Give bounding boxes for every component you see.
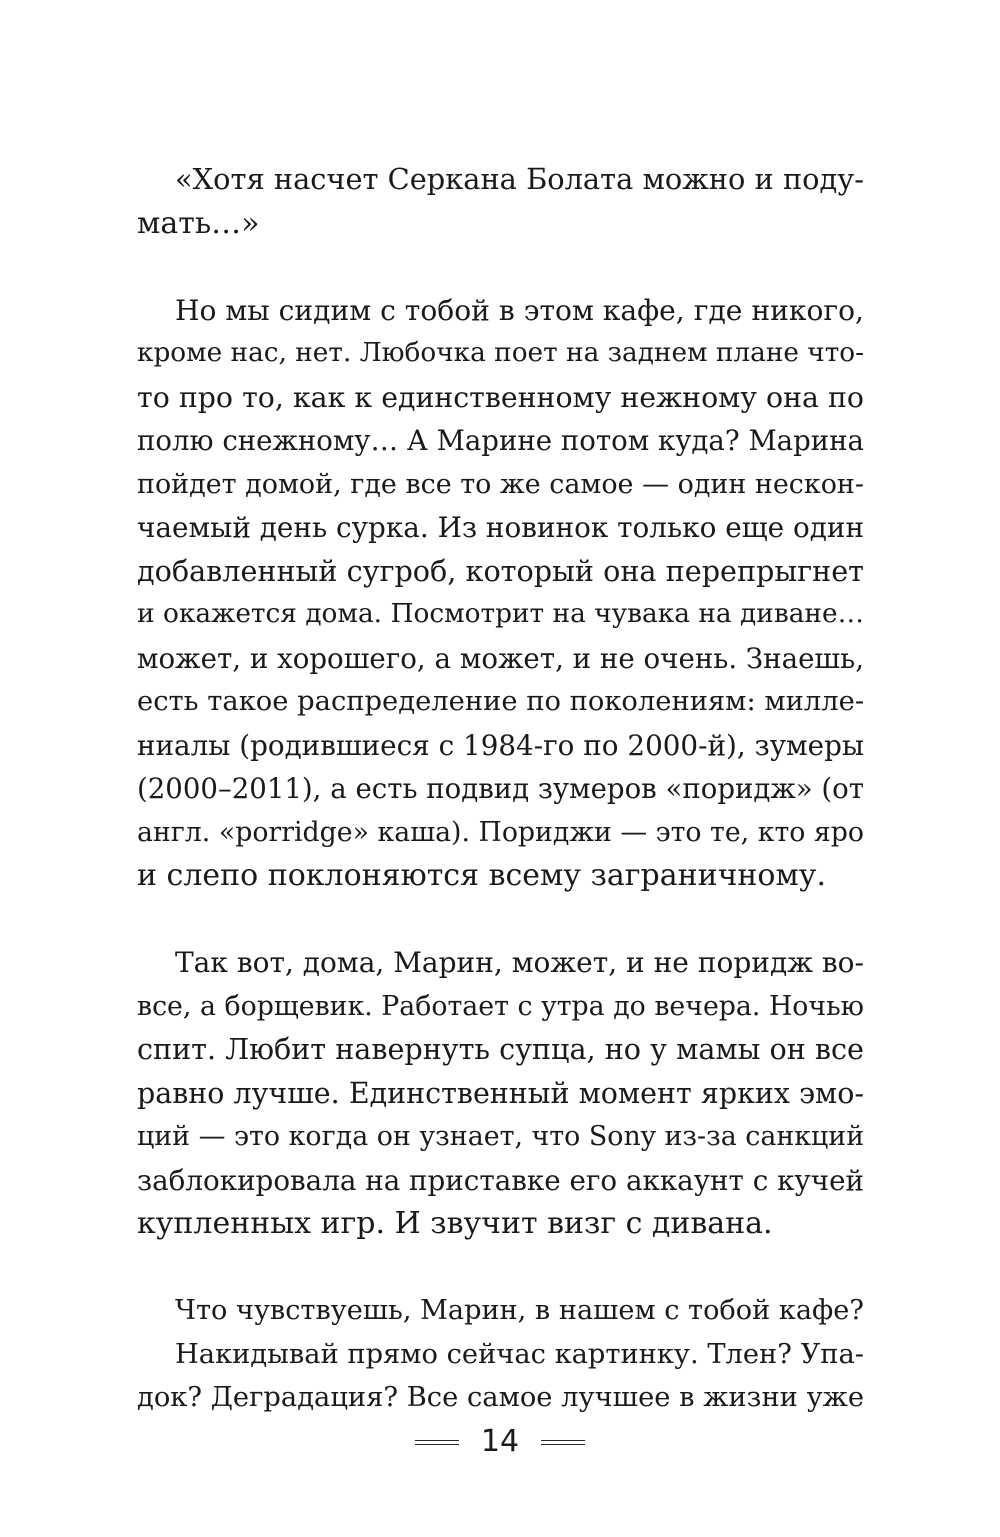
body-text [137,158,864,1420]
text-line: купленных игр. И звучит визг с дивана. [137,1206,773,1241]
paragraph-gap [137,898,864,942]
text-line: мать…» [137,205,260,241]
page-footer [0,1420,1000,1464]
text-line: «Хотя насчет Серкана Болата можно и поду- [175,162,864,196]
text-line: док? Деградация? Все самое лучшее в жизни уже [137,1382,864,1413]
text-line: и слепо поклоняются всему заграничному. [137,858,826,893]
text-line: спит. Любит навернуть супца, но у мамы он все [137,1032,864,1066]
text-line: Так вот, дома, Марин, может, и не поридж во- [175,946,864,979]
text-line: равно лучше. Единственный момент ярких эмо- [137,1076,864,1110]
paragraph-5 [137,1333,864,1420]
text-line: ций — это когда он узнает, что Sony из-за санкций [137,1121,865,1152]
text-line: заблокировала на приставке его аккаунт с кучей [137,1163,865,1197]
text-line: есть такое распределение по поколениям: милле- [137,686,865,717]
paragraph-1 [137,158,864,245]
text-line: полю снежному… А Марине потом куда? Марина [137,424,864,457]
paragraph-2 [137,289,864,898]
text-line: (2000–2011), а есть подвид зумеров «поридж» (от [137,772,864,805]
paragraph-3 [137,941,864,1246]
text-line: пойдет домой, где все то же самое — один нескон- [137,468,864,500]
page-number: 14 [480,1424,520,1459]
paragraph-gap [137,1246,864,1290]
text-line: все, а борщевик. Работает с утра до вечера. Ночью [137,990,864,1022]
text-line: может, и хорошего, а может, и не очень. Знаешь, [137,641,864,675]
text-line: Но мы сидим с тобой в этом кафе, где никого, [175,293,864,327]
text-line: и окажется дома. Посмотрит на чувака на диване… [137,599,864,629]
text-line: чаемый день сурка. Из новинок только еще один [137,511,865,544]
text-line: ниалы (родившиеся с 1984-го по 2000-й), зумеры [137,728,864,762]
paragraph-gap [137,245,864,289]
paragraph-4 [137,1289,864,1333]
text-line: кроме нас, нет. Любочка поет на заднем плане что- [137,338,864,368]
text-line: Что чувствуешь, Марин, в нашем с тобой кафе? [175,1295,864,1326]
footer-rule-right [541,1440,585,1445]
text-line: то про то, как к единственному нежному она по [137,380,864,414]
text-line: добавленный сугроб, который она перепрыгнет [137,553,864,588]
text-line: Накидывай прямо сейчас картинку. Тлен? Упа- [175,1338,864,1370]
text-line: англ. «porridge» каша). Пориджи — это те, кто яро [137,816,864,848]
footer-rule-left [415,1440,459,1445]
